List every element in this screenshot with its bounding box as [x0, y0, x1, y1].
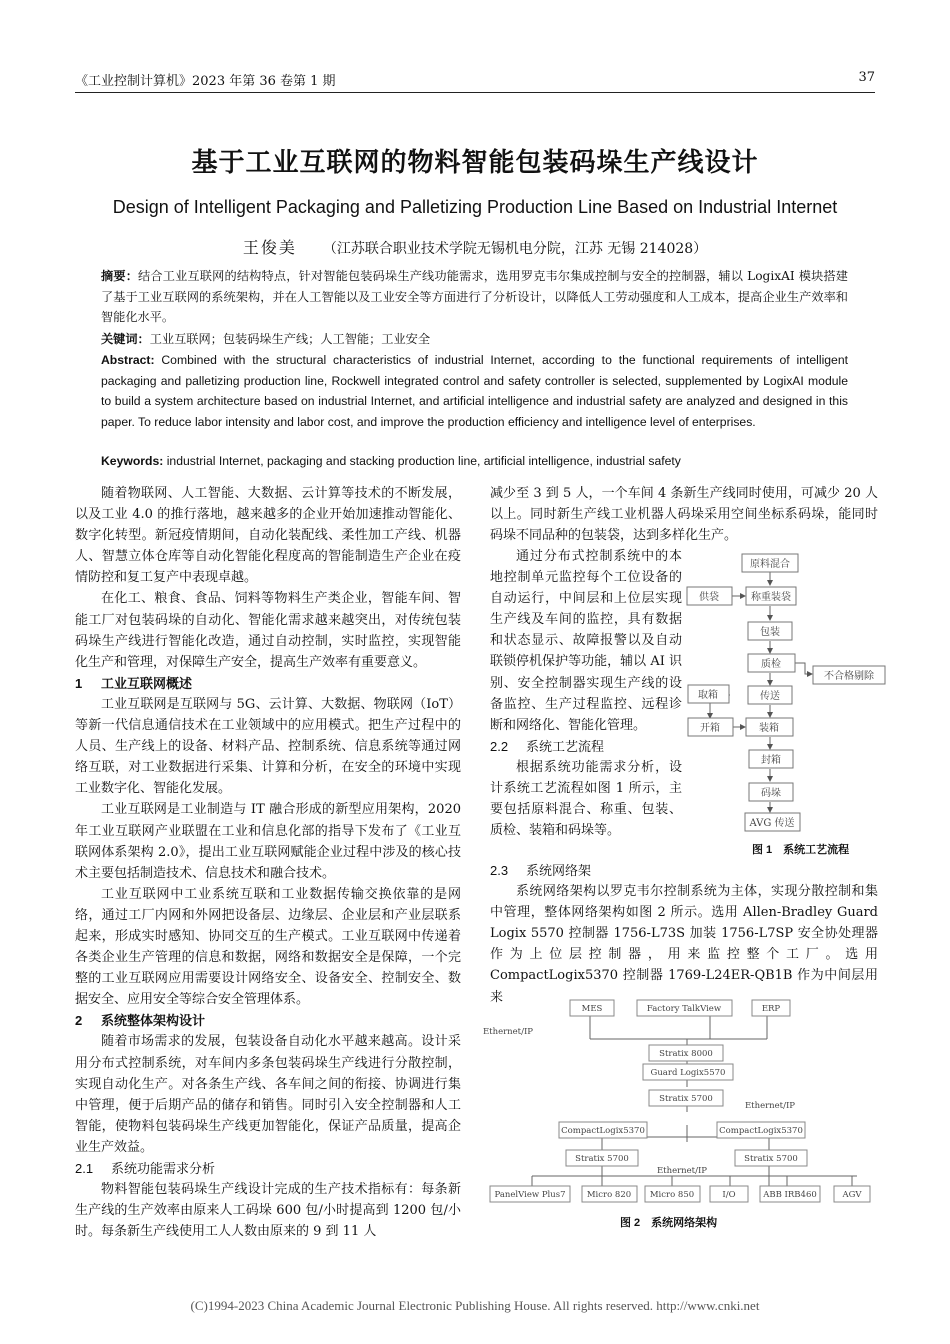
section-2-1-paragraph-2: 通过分布式控制系统中的本地控制单元监控每个工位设备的自动运行，中间层和上位层实现生产线及车间的监控，具有数据和状态显示、故障报警以及自动联锁停机保护等功能，辅以 AI 识别、安全控制器实现生产线的设备监控、生产过程监控、远程诊断和网络化、智能化管理。	[490, 549, 682, 733]
affiliation: （江苏联合职业技术学院无锡机电分院，江苏 无锡 214028）	[322, 241, 708, 257]
net-label-stratix5700-top: Stratix 5700	[659, 1094, 713, 1104]
keywords-cn-label: 关键词：	[101, 332, 150, 346]
abstract-english	[101, 350, 848, 432]
abstract-cn-text: 结合工业互联网的结构特点，针对智能包装码垛生产线功能需求，选用罗克韦尔集成控制与安全的控制器，辅以 LogixAI 模块搭建了基于工业互联网的系统架构，并在人工智能以及工业安全等方面进行了分析设计，以降低人工劳动强度和人工成本，提高企业生产效率和智能化水平。	[101, 269, 848, 324]
copyright-footer: (C)1994-2023 China Academic Journal Electronic Publishing House. All rights reserved. http://www.cnki.net	[190, 1298, 760, 1313]
abstract-en-text: Combined with the structural characteristics of industrial Internet, according to the functional requirements of intelligent packaging and palletizing production line, Rockwell integrated control and safety controller is selected, supplemented by LogixAI module to build a system architecture based on industrial Internet, and artificial intelligence and industrial safety are analyzed and designed in this paper. To reduce labor intensity and labor cost, and improve the production efficiency and intelligence level of enterprises.	[101, 353, 848, 429]
flow-label-seal: 封箱	[761, 755, 781, 766]
page-number: 37	[858, 70, 875, 85]
flow-label-boxing: 装箱	[759, 723, 779, 734]
net-label-stratix5700-left: Stratix 5700	[575, 1154, 629, 1164]
section-2-2-heading	[490, 736, 682, 757]
section-2-3-heading	[490, 860, 878, 881]
flow-label-weigh: 称重装袋	[751, 592, 791, 603]
section-2-heading	[75, 1010, 461, 1031]
section-2-1-number: 2.1	[75, 1161, 94, 1176]
title-chinese: 基于工业互联网的物料智能包装码垛生产线设计	[191, 148, 759, 178]
header-rule	[75, 92, 875, 93]
flow-label-reject: 不合格剔除	[824, 671, 874, 682]
keywords-en-text: industrial Internet, packaging and stacking production line, artificial intelligence, industrial safety	[166, 454, 681, 468]
figure-1-caption: 图 1 系统工艺流程	[752, 844, 850, 856]
section-1-paragraph-2: 工业互联网是工业制造与 IT 融合形成的新型应用架构，2020 年工业互联网产业联盟在工业和信息化部的指导下发布了《工业互联网体系架构 2.0》，提出工业互联网赋能企业过程中涉及的核心技术主要包括制造技术、信息技术和融合技术。	[75, 802, 461, 881]
section-2-3-number: 2.3	[490, 863, 509, 878]
section-2-number: 2	[75, 1013, 83, 1029]
net-label-ethernet-1: Ethernet/IP	[482, 1027, 534, 1037]
section-1-paragraph-1: 工业互联网是互联网与 5G、云计算、大数据、物联网（IoT）等新一代信息通信技术在工业领域中的应用模式。把生产过程中的人员、生产线上的设备、材料产品、控制系统、信息系统等通过网络互联，对工业数据进行采集、计算和分析，在安全的环境中实现工业数字化、智能化发展。	[75, 696, 461, 797]
figure-1-process-flow	[685, 546, 895, 836]
flow-label-qc: 质检	[761, 659, 781, 670]
section-2-2-number: 2.2	[490, 738, 509, 754]
section-2-paragraph-1: 随着市场需求的发展，包装设备自动化水平越来越高。设计采用分布式控制系统，对车间内多条包装码垛生产线进行分散控制，实现自动化生产。对各条生产线、各车间之间的衔接、协调进行集中管理，便于后期产品的储存和销售。同时引入安全控制器和人工智能，使物料包装码垛生产线更加智能化，保证产品质量，提高企业生产效益。	[75, 1034, 461, 1155]
flow-label-supply: 供袋	[699, 592, 719, 603]
net-label-ethernet-3: Ethernet/IP	[656, 1166, 708, 1176]
flow-label-agv: AVG 传送	[749, 818, 795, 829]
author-name: 王俊美	[242, 238, 297, 257]
net-label-erp: ERP	[761, 1004, 781, 1014]
section-2-1-title: 系统功能需求分析	[111, 1161, 216, 1176]
net-label-mes: MES	[581, 1004, 603, 1014]
right-column-top	[490, 483, 878, 546]
abstract-en-label: Abstract:	[101, 353, 155, 367]
figure-2-caption: 图 2 系统网络架构	[620, 1217, 718, 1229]
net-label-abb: ABB IRB460	[763, 1190, 817, 1200]
net-label-guard-logix: Guard Logix5570	[650, 1068, 726, 1078]
section-2-1-heading	[75, 1158, 461, 1179]
flow-label-stack: 码垛	[761, 788, 781, 799]
section-2-3-paragraph-1: 系统网络架构以罗克韦尔控制系统为主体，实现分散控制和集中管理，整体网络架构如图 2 所示。选用 Allen-Bradley Guard Logix 5570 控制器 1756-L73S 加装 1756-L7SP 安全协处理器作为上位层控制器，用来监控整个工厂。选用 CompactLogix5370 控制器 1769-L24ER-QB1B 作为中间层用来	[490, 884, 878, 1005]
right-column-middle	[490, 860, 878, 1008]
keywords-cn-text: 工业互联网；包装码垛生产线；人工智能；工业安全	[149, 332, 431, 346]
section-1-paragraph-3: 工业互联网中工业系统互联和工业数据传输交换依靠的是网络，通过工厂内网和外网把设备层、边缘层、企业层和产业层联系起来，形成实时感知、协同交互的生产模式。工业互联网中传递着各类企业生产管理的信息和数据，网络和数据安全是保障，一个完整的工业互联网应用需要设计网络安全、设备安全、控制安全、数据安全、应用安全等综合安全管理体系。	[75, 886, 461, 1008]
abstract-cn-label: 摘要：	[101, 269, 139, 283]
net-label-io: I/O	[722, 1190, 736, 1200]
net-label-compact-left: CompactLogix5370	[561, 1126, 645, 1136]
left-column	[75, 483, 461, 1242]
section-2-title: 系统整体架构设计	[101, 1013, 206, 1029]
figure-2-network-architecture	[482, 992, 882, 1210]
keywords-chinese	[101, 329, 848, 350]
flow-label-open-box: 开箱	[700, 723, 720, 734]
net-label-micro850: Micro 850	[649, 1190, 695, 1200]
intro-paragraph-2: 在化工、粮食、食品、饲料等物料生产类企业，智能车间、智能工厂对包装码垛的自动化、智能化需求越来越突出，对传统包装码垛生产线进行智能化改造，通过自动控制，实时监控，实现智能化生产和管理，对保障生产安全，提高生产效率有重要意义。	[75, 591, 461, 670]
net-label-stratix8000: Stratix 8000	[659, 1049, 713, 1059]
section-2-1-paragraph-1a: 物料智能包装码垛生产线设计完成的生产技术指标有：每条新生产线的生产效率由原来人工码垛 600 包/小时提高到 1200 包/小时。每条新生产线使用工人人数由原来的 9 到 11 人	[75, 1182, 461, 1240]
keywords-english	[101, 451, 848, 472]
right-column-wrapped-text	[490, 546, 682, 841]
section-2-3-title: 系统网络架	[526, 863, 592, 878]
section-1-title: 工业互联网概述	[101, 675, 193, 691]
journal-header: 《工业控制计算机》2023 年第 36 卷第 1 期	[75, 74, 336, 89]
net-label-stratix5700-right: Stratix 5700	[744, 1154, 798, 1164]
net-label-compact-right: CompactLogix5370	[719, 1126, 803, 1136]
net-label-agv: AGV	[842, 1190, 862, 1200]
flow-label-pack: 包装	[760, 627, 780, 638]
flow-label-convey: 传送	[760, 691, 780, 702]
section-1-heading	[75, 673, 461, 694]
title-english: Design of Intelligent Packaging and Palletizing Production Line Based on Industrial Internet	[112, 197, 838, 217]
net-label-factory-talkview: Factory TalkView	[646, 1004, 722, 1014]
net-label-ethernet-2: Ethernet/IP	[744, 1101, 796, 1111]
author-line	[0, 235, 950, 258]
net-label-micro820: Micro 820	[586, 1190, 632, 1200]
keywords-en-label: Keywords:	[101, 454, 164, 468]
section-2-1-paragraph-1b: 减少至 3 到 5 人，一个车间 4 条新生产线同时使用，可减少 20 人以上。同时新生产线工业机器人码垛采用空间坐标系码垛，能同时码垛不同品种的包装袋，达到多样化生产。	[490, 486, 878, 544]
section-1-number: 1	[75, 675, 83, 691]
intro-paragraph-1: 随着物联网、人工智能、大数据、云计算等技术的不断发展，以及工业 4.0 的推行落地，越来越多的企业开始加速推动智能化、数字化转型。新冠疫情期间，自动化装配线、柔性加工产线、机器人、智慧立体仓库等自动化智能化程度高的智能制造生产企业在疫情防控和复工复产中表现卓越。	[75, 486, 461, 586]
section-2-2-title: 系统工艺流程	[526, 738, 605, 754]
abstract-chinese	[101, 266, 848, 328]
net-label-panelview: PanelView Plus7	[494, 1190, 566, 1200]
flow-label-mix: 原料混合	[750, 559, 790, 570]
flow-label-take-box: 取箱	[698, 690, 718, 701]
section-2-2-paragraph-1: 根据系统功能需求分析，设计系统工艺流程如图 1 所示，主要包括原料混合、称重、包装、质检、装箱和码垛等。	[490, 759, 682, 839]
